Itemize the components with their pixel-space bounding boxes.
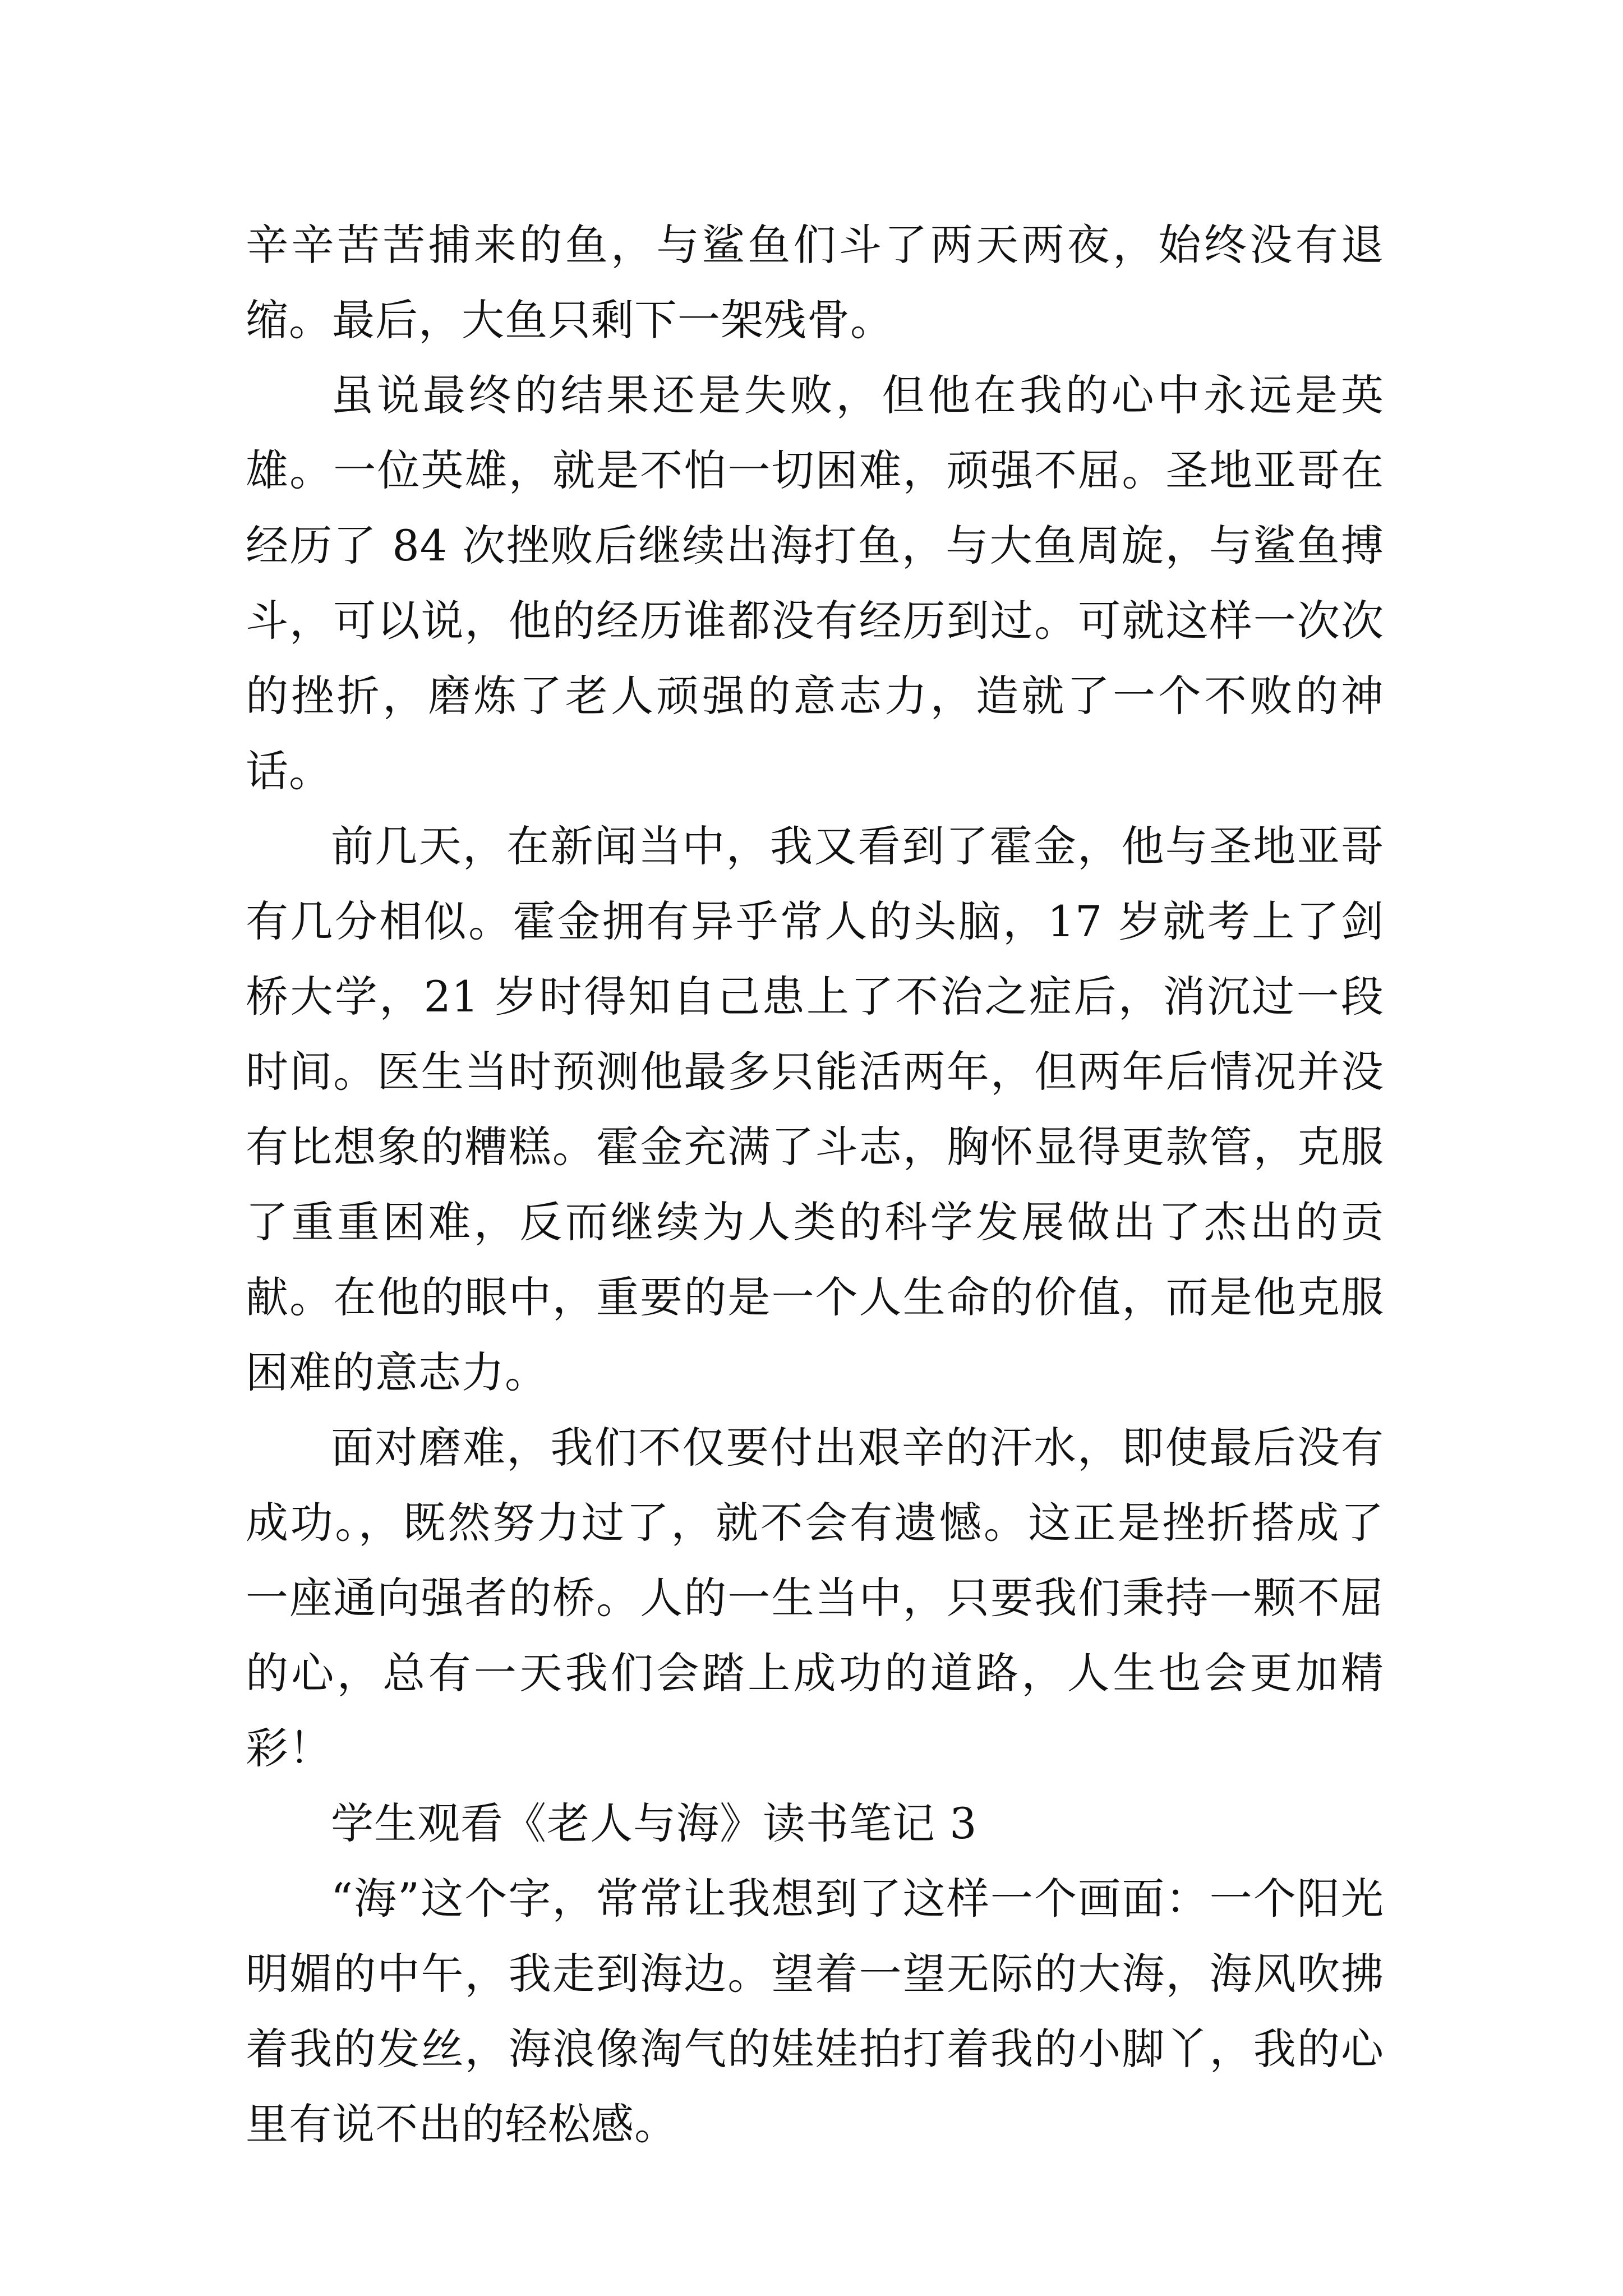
section-heading: 学生观看《老人与海》读书笔记 3: [331, 1798, 978, 1848]
paragraph-4: 面对磨难，我们不仅要付出艰辛的汗水，即使最后没有成功。，既然努力过了，就不会有遗憾。这正是挫折搭成了一座通向强者的桥。人的一生当中，只要我们秉持一颗不屈的心，总有一天我们会踏上成功的道路，人生也会更加精彩！: [246, 1423, 1384, 1773]
paragraph-3: 前几天，在新闻当中，我又看到了霍金，他与圣地亚哥有几分相似。霍金拥有异乎常人的头脑，17 岁就考上了剑桥大学，21 岁时得知自己患上了不治之症后，消沉过一段时间。医生当时预测他最多只能活两年，但两年后情况并没有比想象的糟糕。霍金充满了斗志，胸怀显得更款管，克服了重重困难，反而继续为人类的科学发展做出了杰出的贡献。在他的眼中，重要的是一个人生命的价值，而是他克服困难的意志力。: [246, 821, 1384, 1397]
document-body: [246, 208, 1384, 2162]
paragraph-5: “海”这个字，常常让我想到了这样一个画面：一个阳光明媚的中午，我走到海边。望着一望无际的大海，海风吹拂着我的发丝，海浪像淘气的娃娃拍打着我的小脚丫，我的心里有说不出的轻松感。: [246, 1874, 1384, 2149]
paragraph-2: 虽说最终的结果还是失败，但他在我的心中永远是英雄。一位英雄，就是不怕一切困难，顽强不屈。圣地亚哥在经历了 84 次挫败后继续出海打鱼，与大鱼周旋，与鲨鱼搏斗，可以说，他的经历谁都没有经历到过。可就这样一次次的挫折，磨炼了老人顽强的意志力，造就了一个不败的神话。: [246, 370, 1384, 796]
paragraph-1: 辛辛苦苦捕来的鱼，与鲨鱼们斗了两天两夜，始终没有退缩。最后，大鱼只剩下一架残骨。: [246, 220, 1384, 345]
